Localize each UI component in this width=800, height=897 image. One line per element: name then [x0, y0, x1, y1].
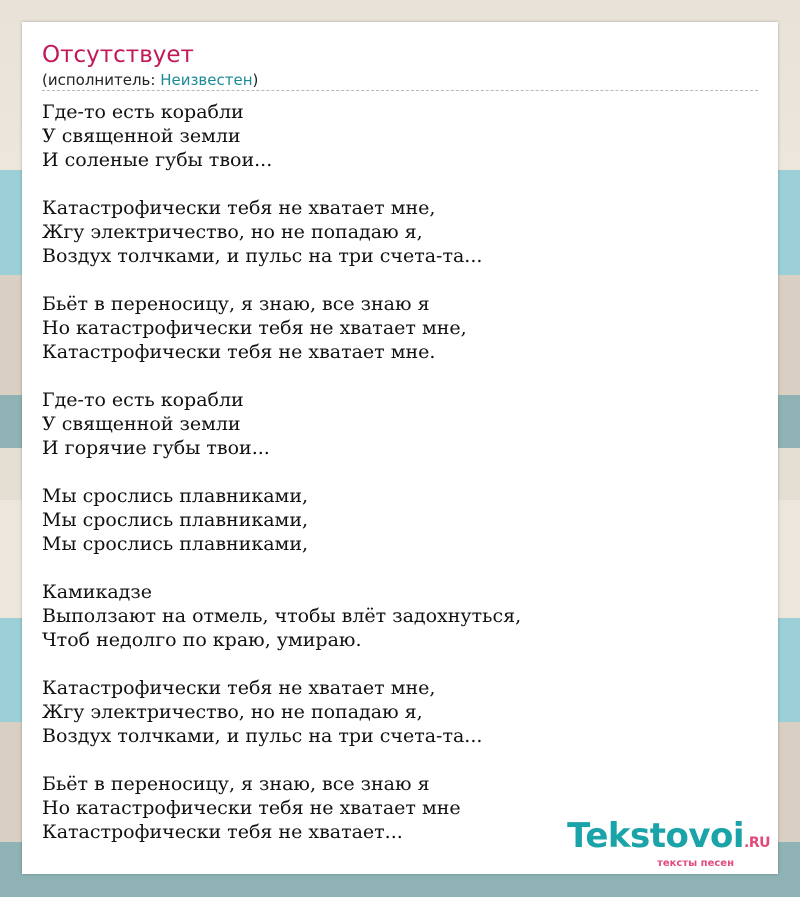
lyrics-line: Жгу электричество, но не попадаю я,: [42, 701, 423, 723]
lyrics-stanza: [42, 292, 758, 364]
lyrics-stanza: [42, 676, 758, 748]
artist-link[interactable]: Неизвестен: [160, 71, 253, 89]
lyrics-stanza: [42, 484, 758, 556]
lyrics-line: Бьёт в переносицу, я знаю, все знаю я: [42, 773, 430, 795]
artist-prefix: (исполнитель:: [42, 71, 161, 89]
logo-subtitle: тексты песен: [657, 858, 734, 869]
lyrics-line: Выползают на отмель, чтобы влёт задохнуться,: [42, 605, 522, 627]
lyrics-line: Камикадзе: [42, 581, 152, 603]
lyrics-line: И горячие губы твои...: [42, 437, 270, 459]
lyrics-line: Воздух толчками, и пульс на три счета-та...: [42, 245, 483, 267]
lyrics-line: Катастрофически тебя не хватает мне,: [42, 677, 436, 699]
lyrics-line: Катастрофически тебя не хватает мне,: [42, 197, 436, 219]
lyrics-stanza: [42, 388, 758, 460]
lyrics-line: Катастрофически тебя не хватает мне.: [42, 341, 436, 363]
lyrics-line: Катастрофически тебя не хватает...: [42, 821, 403, 843]
song-title: Отсутствует: [42, 42, 194, 68]
lyrics-line: Воздух толчками, и пульс на три счета-та...: [42, 725, 483, 747]
artist-line: [42, 71, 258, 89]
lyrics-line: Мы срослись плавниками,: [42, 509, 309, 531]
lyrics-line: Где-то есть корабли: [42, 389, 244, 411]
lyrics-line: Где-то есть корабли: [42, 101, 244, 123]
lyrics-card: [22, 22, 778, 874]
lyrics-line: У священной земли: [42, 413, 241, 435]
lyrics-line: Бьёт в переносицу, я знаю, все знаю я: [42, 293, 430, 315]
divider: [42, 90, 758, 91]
lyrics-line: Жгу электричество, но не попадаю я,: [42, 221, 423, 243]
artist-suffix: ): [252, 71, 259, 89]
logo-name: Tekstovoi: [567, 816, 745, 856]
lyrics-stanza: [42, 196, 758, 268]
logo-tld: .RU: [744, 835, 770, 851]
lyrics-line: Мы срослись плавниками,: [42, 485, 309, 507]
lyrics-stanza: [42, 580, 758, 652]
lyrics-line: Мы срослись плавниками,: [42, 533, 309, 555]
lyrics-line: Чтоб недолго по краю, умираю.: [42, 629, 362, 651]
lyrics-line: Но катастрофически тебя не хватает мне: [42, 797, 461, 819]
lyrics-line: И соленые губы твои...: [42, 149, 273, 171]
lyrics-stanza: [42, 100, 758, 172]
site-logo[interactable]: [567, 816, 770, 869]
lyrics-line: У священной земли: [42, 125, 241, 147]
lyrics-text: [42, 100, 758, 844]
lyrics-line: Но катастрофически тебя не хватает мне,: [42, 317, 467, 339]
